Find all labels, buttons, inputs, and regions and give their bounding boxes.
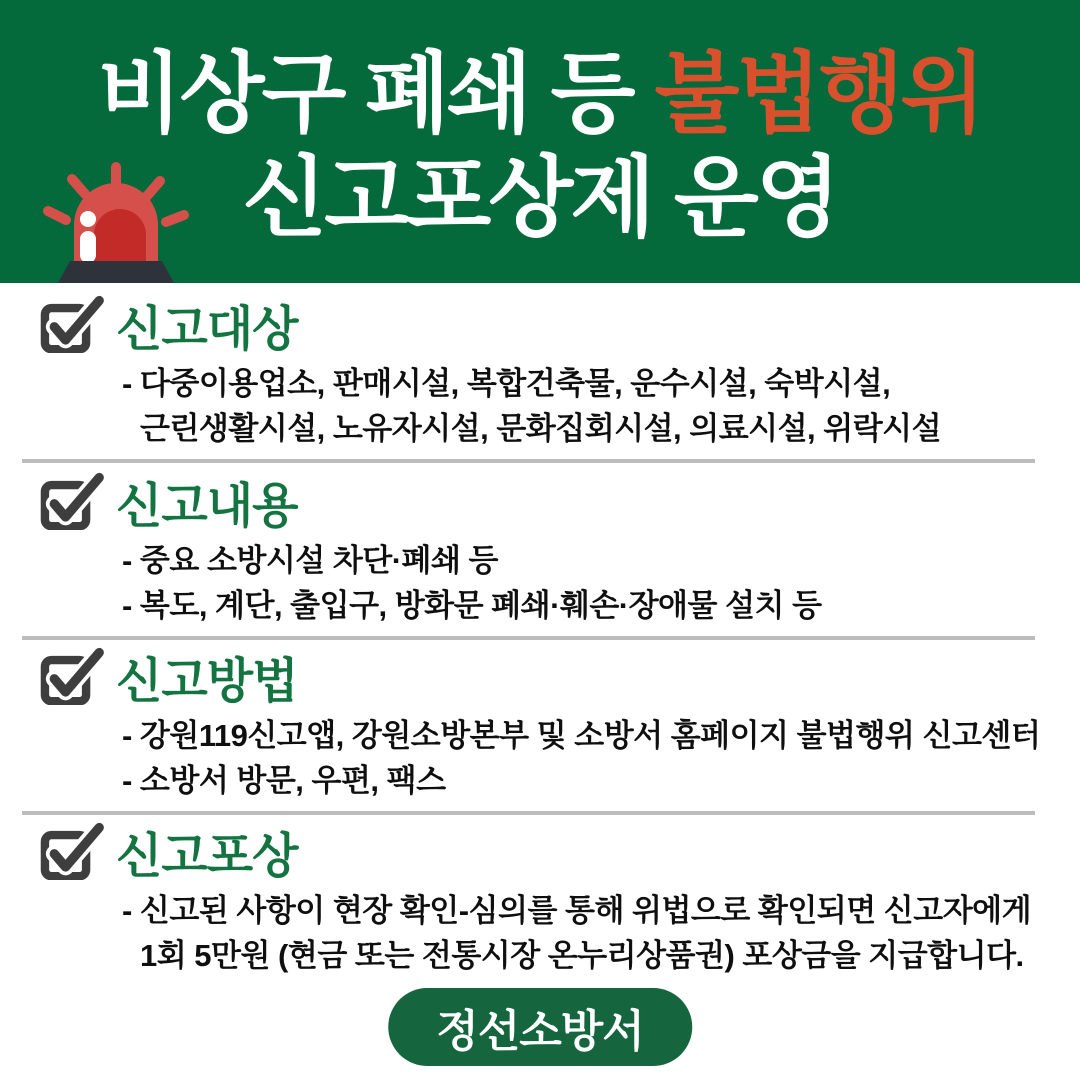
fire-station-button[interactable]: 정선소방서 bbox=[388, 988, 692, 1066]
divider bbox=[22, 811, 1035, 815]
bullet-line: - 중요 소방시설 차단·폐쇄 등 bbox=[122, 543, 499, 578]
divider bbox=[22, 636, 1035, 640]
siren-icon bbox=[36, 161, 196, 283]
checkbox-checked-icon bbox=[40, 472, 106, 530]
header-banner bbox=[0, 0, 1080, 283]
bullet-line: 1회 5만원 (현금 또는 전통시장 온누리상품권) 포상금을 지급합니다. bbox=[140, 938, 1024, 973]
section-title: 신고내용 bbox=[116, 479, 298, 533]
section-title: 신고대상 bbox=[116, 302, 298, 356]
section-body bbox=[40, 888, 1040, 978]
bullet-line: - 강원119신고앱, 강원소방본부 및 소방서 홈페이지 불법행위 신고센터 bbox=[122, 718, 1041, 753]
header-title-line1-accent: 불법행위 bbox=[654, 44, 983, 143]
section-report-method bbox=[40, 645, 1040, 803]
header-title-line2: 신고포상제 운영 bbox=[242, 148, 838, 247]
checkbox-checked-icon bbox=[40, 647, 106, 705]
section-title: 신고포상 bbox=[116, 829, 298, 883]
checkbox-checked-icon bbox=[40, 822, 106, 880]
section-report-target bbox=[40, 293, 1040, 451]
section-body bbox=[40, 361, 1040, 451]
section-report-content bbox=[40, 470, 1040, 628]
section-report-reward bbox=[40, 820, 1040, 978]
bullet-line: - 다중이용업소, 판매시설, 복합건축물, 운수시설, 숙박시설, bbox=[122, 366, 891, 401]
section-header bbox=[40, 645, 1040, 707]
bullet-line: 근린생활시설, 노유자시설, 문화집회시설, 의료시설, 위락시설 bbox=[140, 411, 942, 446]
section-header bbox=[40, 293, 1040, 355]
section-body bbox=[40, 538, 1040, 628]
bullet-line: - 소방서 방문, 우편, 팩스 bbox=[122, 763, 446, 798]
divider bbox=[22, 459, 1035, 463]
section-body bbox=[40, 713, 1040, 803]
section-title: 신고방법 bbox=[116, 654, 298, 708]
section-header bbox=[40, 820, 1040, 882]
bullet-line: - 신고된 사항이 현장 확인-심의를 통해 위법으로 확인되면 신고자에게 bbox=[122, 893, 1032, 928]
section-header bbox=[40, 470, 1040, 532]
checkbox-checked-icon bbox=[40, 295, 106, 353]
bullet-line: - 복도, 계단, 출입구, 방화문 폐쇄·훼손·장애물 설치 등 bbox=[122, 588, 822, 623]
header-title-line1 bbox=[0, 44, 1080, 144]
header-title-line1-white: 비상구 폐쇄 등 bbox=[97, 44, 633, 143]
